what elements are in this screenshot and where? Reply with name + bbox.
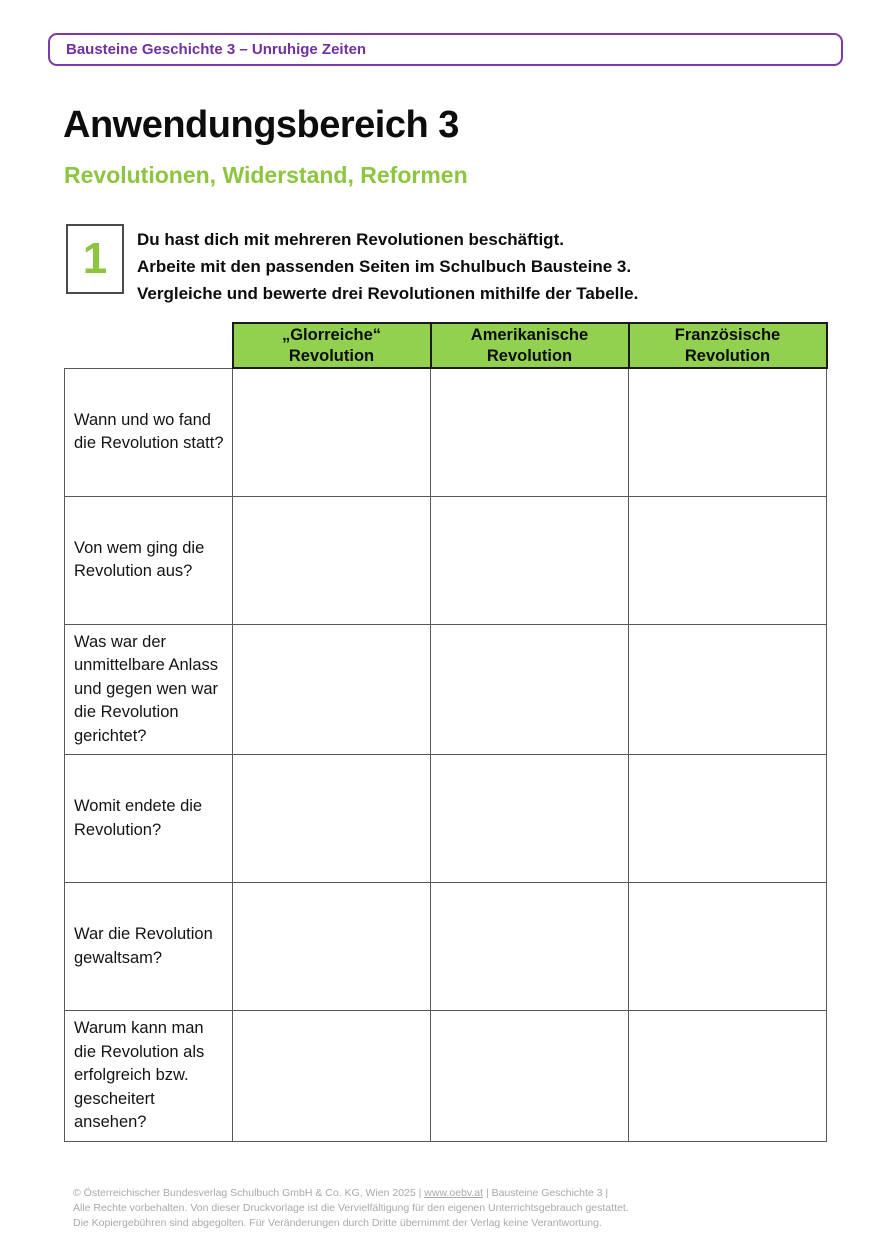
answer-cell xyxy=(431,624,629,755)
row-label-ende: Womit endete die Revolution? xyxy=(65,755,233,883)
footer-series-text: | Bausteine Geschichte 3 | xyxy=(483,1187,609,1199)
answer-cell xyxy=(629,368,827,496)
row-label-erfolg: Warum kann man die Revolution als erfolgreich bzw. gescheitert ansehen? xyxy=(65,1011,233,1142)
answer-cell xyxy=(431,368,629,496)
task-number-box xyxy=(66,224,124,294)
header-banner xyxy=(48,33,843,66)
corner-cell xyxy=(65,323,233,368)
footer-line-2: Alle Rechte vorbehalten. Von dieser Druckvorlage ist die Vervielfältigung für den eigenen Unterrichtsgebrauch gestattet. xyxy=(73,1202,629,1214)
row-label-gewaltsam: War die Revolution gewaltsam? xyxy=(65,883,233,1011)
footer-copyright-text: © Österreichischer Bundesverlag Schulbuch GmbH & Co. KG, Wien 2025 | xyxy=(73,1187,425,1199)
footer-line-3: Die Kopiergebühren sind abgegolten. Für Veränderungen durch Dritte übernimmt der Verlag keine Verantwortung. xyxy=(73,1217,602,1229)
answer-cell xyxy=(431,883,629,1011)
oebv-link[interactable]: www.oebv.at xyxy=(424,1187,484,1199)
answer-cell xyxy=(431,1011,629,1142)
table-row xyxy=(65,755,827,883)
task-instruction-line: Vergleiche und bewerte drei Revolutionen mithilfe der Tabelle. xyxy=(137,284,639,303)
column-header-line: Revolution xyxy=(486,346,573,365)
answer-cell xyxy=(431,496,629,624)
header-banner-text: Bausteine Geschichte 3 – Unruhige Zeiten xyxy=(66,41,367,58)
row-label-von-wem: Von wem ging die Revolution aus? xyxy=(65,496,233,624)
table-row xyxy=(65,624,827,755)
task-instruction-line: Du hast dich mit mehreren Revolutionen beschäftigt. xyxy=(137,230,564,249)
answer-cell xyxy=(629,496,827,624)
comparison-table xyxy=(64,322,828,1142)
table-row xyxy=(65,496,827,624)
answer-cell xyxy=(431,755,629,883)
answer-cell xyxy=(629,1011,827,1142)
page-title: Anwendungsbereich 3 xyxy=(63,104,459,146)
table-row xyxy=(65,1011,827,1142)
table-row xyxy=(65,368,827,496)
table-row xyxy=(65,883,827,1011)
column-header-franzoesische-revolution xyxy=(629,323,827,368)
answer-cell xyxy=(233,496,431,624)
task-number: 1 xyxy=(82,234,108,283)
column-header-glorreiche-revolution xyxy=(233,323,431,368)
task-instruction-line: Arbeite mit den passenden Seiten im Schulbuch Bausteine 3. xyxy=(137,257,632,276)
column-header-line: Revolution xyxy=(684,346,771,365)
copyright-footer xyxy=(73,1186,793,1231)
answer-cell xyxy=(233,1011,431,1142)
answer-cell xyxy=(629,624,827,755)
answer-cell xyxy=(233,368,431,496)
column-header-line: Französische xyxy=(674,325,781,344)
answer-cell xyxy=(233,755,431,883)
answer-cell xyxy=(233,883,431,1011)
footer-line-1 xyxy=(73,1186,793,1201)
column-header-line: Revolution xyxy=(288,346,375,365)
answer-cell xyxy=(629,883,827,1011)
answer-cell xyxy=(629,755,827,883)
task-instructions xyxy=(137,226,847,307)
row-label-anlass: Was war der unmittelbare Anlass und gegen wen war die Revolution gerichtet? xyxy=(65,624,233,755)
answer-cell xyxy=(233,624,431,755)
table-header-row xyxy=(65,323,827,368)
row-label-wann-wo: Wann und wo fand die Revolution statt? xyxy=(65,368,233,496)
column-header-line: „Glorreiche“ xyxy=(281,325,382,344)
column-header-amerikanische-revolution xyxy=(431,323,629,368)
column-header-line: Amerikanische xyxy=(470,325,589,344)
page-subtitle: Revolutionen, Widerstand, Reformen xyxy=(64,162,468,188)
